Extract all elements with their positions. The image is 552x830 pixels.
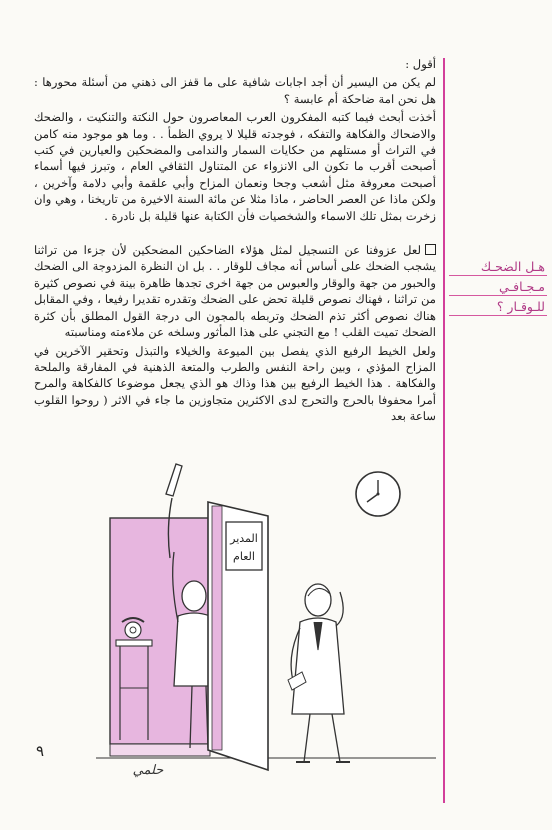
wall-clock-icon [356,472,400,516]
paragraph-3-text: لعل عزوفنا عن التسجيل لمثل هؤلاء الضاحكين المضحكين لأن جزءا من تراثنا يشجب الضحك على أساس أنه مجاف للوقار . . بل ان النظرة المزدوجة الى الضحك والحبور من جهة والوقار والعبوس من جهة اخرى تجدها ظاهرة بينة في نصوص كثيرة من تراثنا ، فهناك نصوص قليلة تحض على الضحك وتقدره تقديرا رفيعا ، وفي المقابل هناك نصوص أكثر تذم الضحك وتربطه بالمجون الى درجة القول المطلق بأن كثرة الضحك تميت القلب ! مع التجني على هذا المأثور وسلخه عن ملاءمته ومناسبته [34,243,436,340]
paragraph-3 [34,242,436,340]
artist-signature: حلمي [132,763,164,778]
paragraph-gap [34,226,436,242]
door-sign-line-2: العام [233,550,255,563]
cartoon-illustration [96,458,436,798]
side-title-line-2: مـجـافـي [449,278,547,296]
margin-rule [443,58,445,803]
intro-line: أقول : [405,57,436,71]
office-door [208,502,268,770]
paragraph-1: لم يكن من اليسير أن أجد اجابات شافية على ما قفز الى ذهني من أسئلة محورها : هل نحن امة ضاحكة أم عابسة ؟ [34,75,436,106]
paragraph-4: ولعل الخيط الرفيع الذي يفصل بين الميوعة والخيلاء والتبذل وتحقير الآخرين في المزاح المؤذي ، وبين راحة النفس والطرب والمتعة الذهنية في المفارقة والملحة والفكاهة . هذا الخيط الرفيع بين هذا وذاك هو الذي يجعل موضوعا كالفكاهة والمرح أمرا محفوفا بالحرج والتحرج لدى الاكثرين متجاوزين ما جاء في الاثر ( روحوا القلوب ساعة بعد [34,343,436,424]
side-title [449,258,547,318]
door-sign-line-1: المدير [230,532,258,545]
side-title-line-1: هـل الضحـك [449,258,547,276]
nervous-man [288,584,350,762]
main-text-column [34,56,436,427]
paragraph-2: أخذت أبحث فيما كتبه المفكرون العرب المعاصرون حول النكتة والتنكيت ، والضحك والاضحاك والفكاهة والتفكه ، فوجدته قليلا لا يروي الظمأ . . وما هو موجود منه كامن في التراث أو مستلهم من حكايات السمار والندامى والمضحكين والعيارين في كتب أصبحت أقرب ما تكون الى الانزواء عن المتناول الثقافي العام ، وتبرز فيها أسماء أصبحت معروفة مثل أشعب وجحا ونعمان المزاح وأبي علقمة وأبي دلامة وآخرين ، ولكن ماذا عن العصر الحاضر ، ماذا مثلا عن مائة السنة الاخيرة من تاريخنا ، وهي وان زخرت بمثل تلك الاسماء والشخصيات فأن الكتابة عنها قليلة بل نادرة . [34,110,436,223]
page-number: ٩ [36,742,45,760]
square-bullet-icon [425,244,436,255]
side-title-line-3: للـوقـار ؟ [449,298,547,316]
